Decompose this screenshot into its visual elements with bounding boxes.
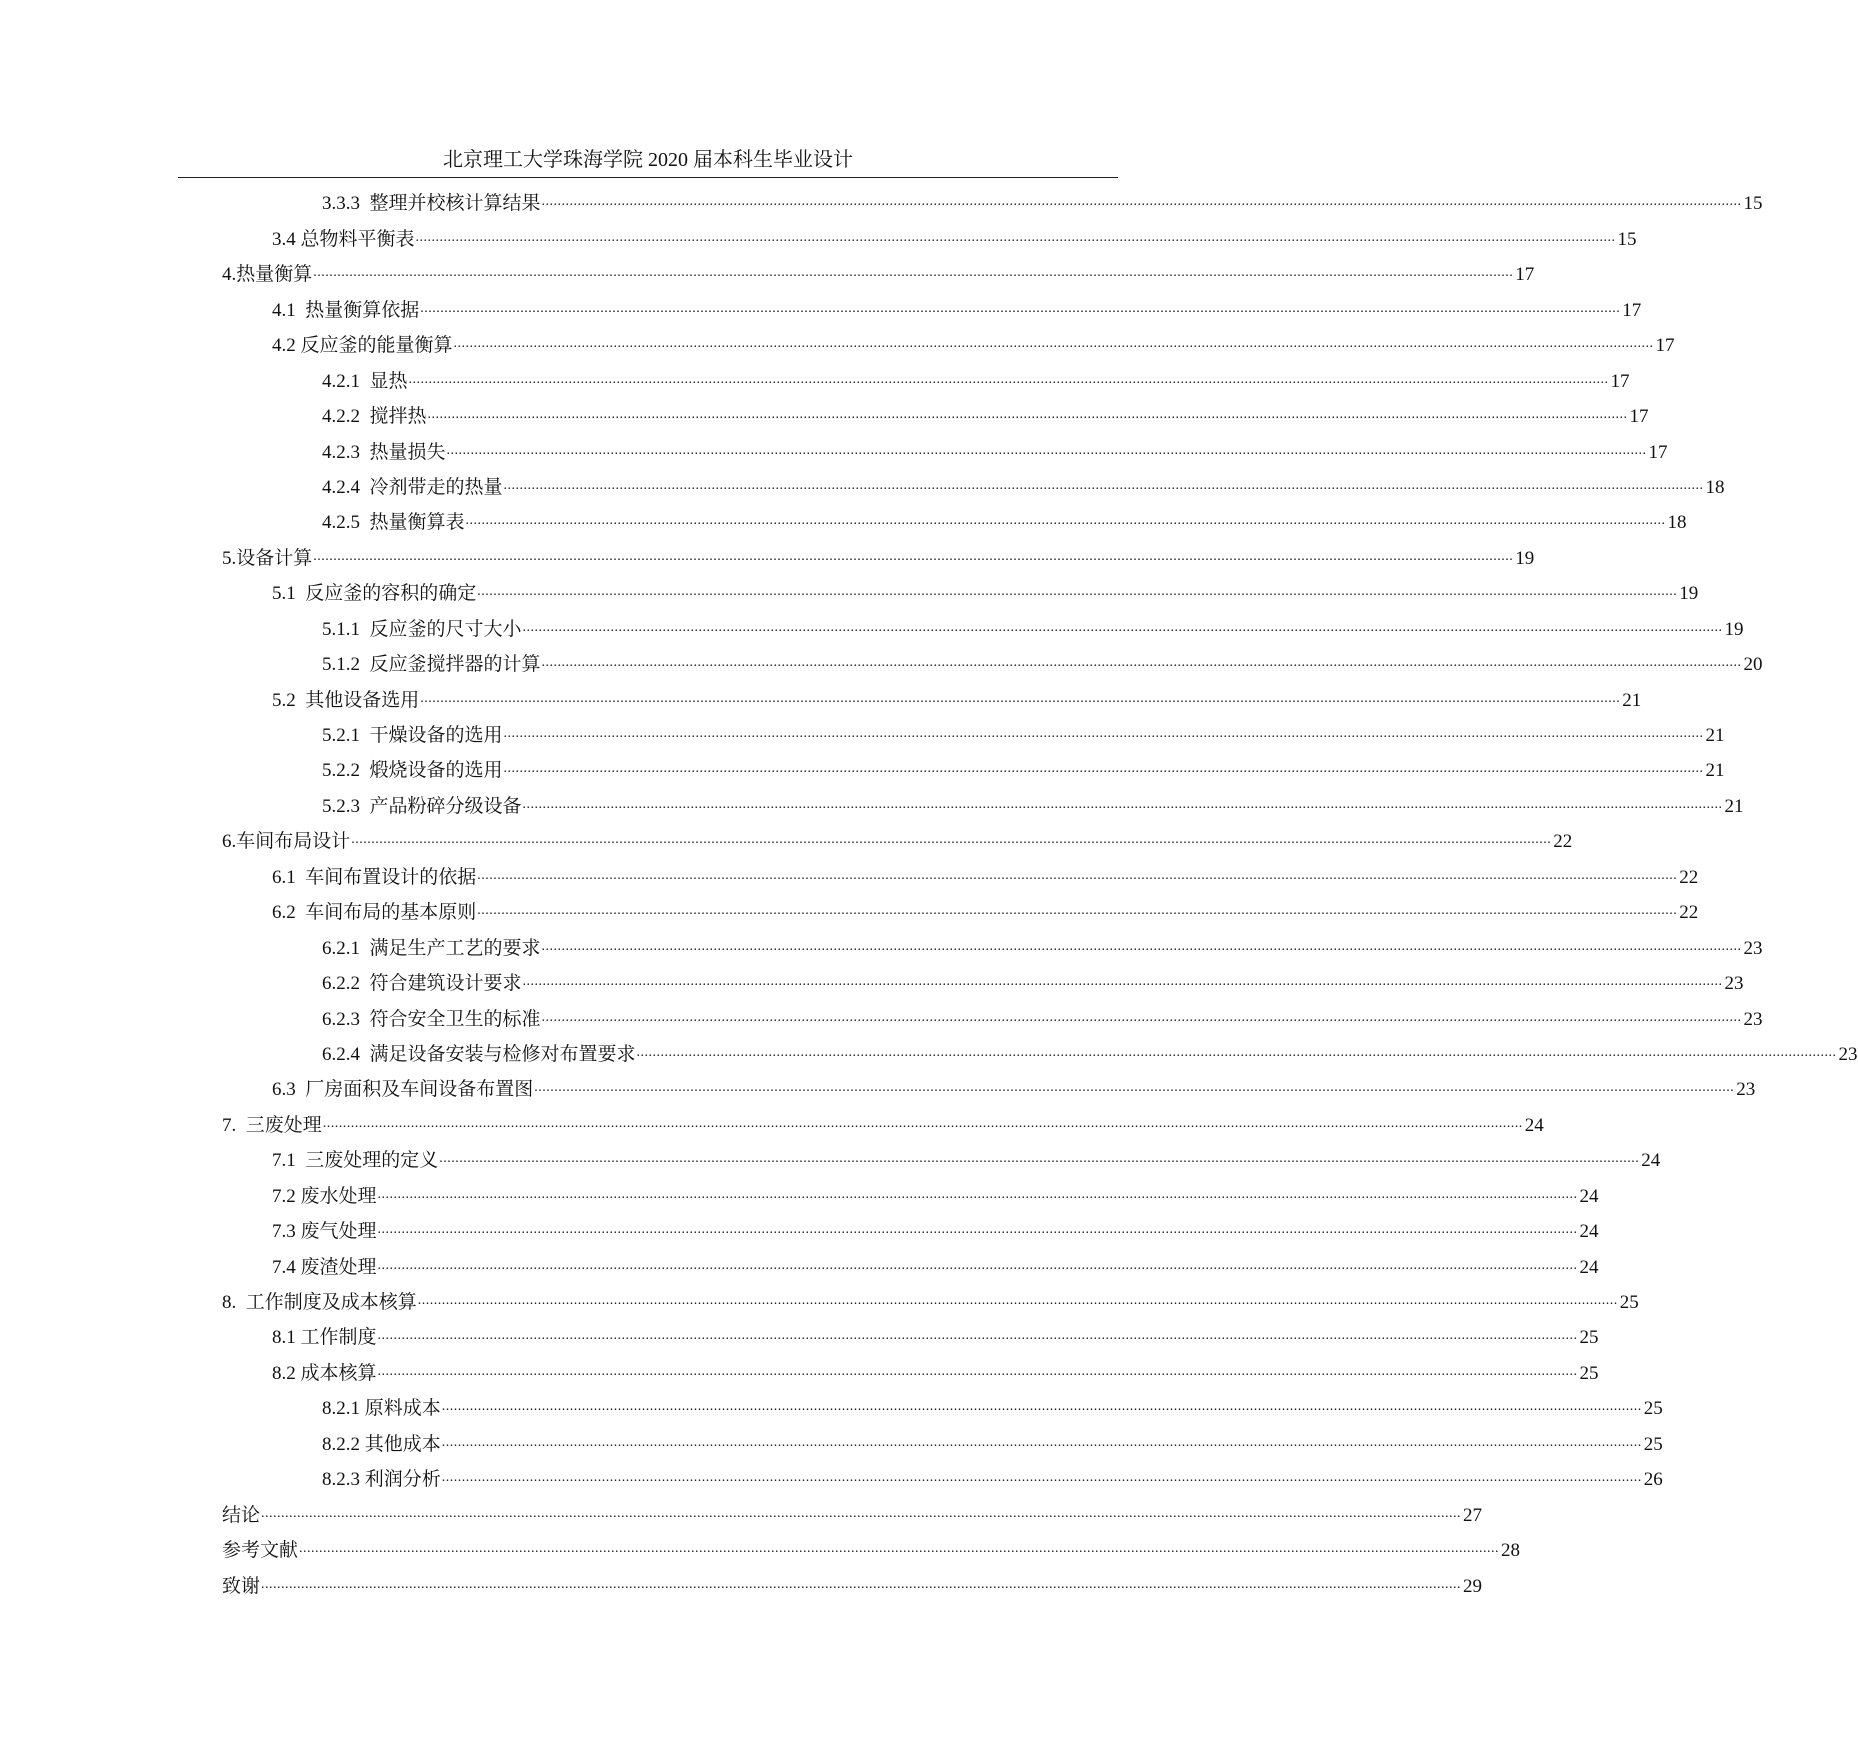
toc-entry-page: 28 — [1501, 1540, 1521, 1562]
toc-entry[interactable] — [222, 1530, 1521, 1565]
toc-entry-page: 22 — [1679, 866, 1699, 888]
dot-leader: ............................................................................................................................................................................................................................................................................................................ — [477, 584, 1678, 600]
dot-leader: ............................................................................................................................................................................................................................................................................................................ — [377, 1257, 1578, 1273]
toc-entry[interactable] — [222, 856, 1699, 891]
dot-leader: ............................................................................................................................................................................................................................................................................................................ — [351, 832, 1552, 848]
dot-leader: ............................................................................................................................................................................................................................................................................................................ — [415, 229, 1616, 245]
toc-entry-label: 8.2.1 原料成本 — [322, 1398, 441, 1420]
toc-entry[interactable] — [222, 998, 1763, 1033]
toc-entry[interactable] — [222, 1211, 1599, 1246]
dot-leader: ............................................................................................................................................................................................................................................................................................................ — [261, 1576, 1462, 1592]
dot-leader: ............................................................................................................................................................................................................................................................................................................ — [541, 194, 1742, 210]
toc-entry-page: 25 — [1643, 1433, 1663, 1455]
toc-entry-label: 4.热量衡算 — [222, 264, 313, 286]
toc-entry[interactable] — [222, 1352, 1599, 1387]
toc-entry-page: 22 — [1553, 831, 1573, 853]
dot-leader: ............................................................................................................................................................................................................................................................................................................ — [503, 761, 1704, 777]
header-rule — [178, 177, 1118, 178]
toc-entry-label: 7.3 废气处理 — [272, 1221, 377, 1243]
toc-entry-page: 17 — [1648, 441, 1668, 463]
toc-entry-label: 8.2.2 其他成本 — [322, 1433, 441, 1455]
toc-entry-label: 5.设备计算 — [222, 547, 313, 569]
toc-entry-label: 5.1 反应釜的容积的确定 — [272, 583, 477, 605]
dot-leader: ............................................................................................................................................................................................................................................................................................................ — [420, 690, 1621, 706]
dot-leader: ............................................................................................................................................................................................................................................................................................................ — [446, 442, 1647, 458]
dot-leader: ............................................................................................................................................................................................................................................................................................................ — [503, 726, 1704, 741]
toc-entry[interactable] — [222, 1246, 1599, 1281]
toc-entry-label: 5.2.3 产品粉碎分级设备 — [322, 795, 522, 817]
toc-entry-label: 5.2.1 干燥设备的选用 — [322, 725, 503, 746]
toc-entry-page: 25 — [1643, 1398, 1663, 1420]
dot-leader: ............................................................................................................................................................................................................................................................................................................ — [636, 1044, 1837, 1060]
toc-entry[interactable] — [222, 502, 1687, 537]
dot-leader: ............................................................................................................................................................................................................................................................................................................ — [377, 1222, 1578, 1238]
toc-entry[interactable] — [222, 608, 1744, 643]
toc-entry-label: 7.4 废渣处理 — [272, 1256, 377, 1278]
toc-entry-page: 19 — [1515, 547, 1535, 569]
toc-entry-label: 5.2 其他设备选用 — [272, 689, 420, 711]
toc-entry[interactable] — [222, 1140, 1661, 1175]
dot-leader: ............................................................................................................................................................................................................................................................................................................ — [322, 1115, 1523, 1131]
toc-entry[interactable] — [222, 1317, 1599, 1352]
toc-entry[interactable] — [222, 1175, 1599, 1210]
dot-leader: ............................................................................................................................................................................................................................................................................................................ — [420, 300, 1621, 316]
toc-entry-page: 21 — [1705, 725, 1725, 746]
toc-entry[interactable] — [222, 218, 1637, 253]
toc-entry-label: 7. 三废处理 — [222, 1114, 322, 1136]
dot-leader: ............................................................................................................................................................................................................................................................................................................ — [261, 1505, 1462, 1521]
toc-entry[interactable] — [222, 715, 1725, 750]
toc-entry-label: 4.2.1 显热 — [322, 370, 408, 392]
toc-entry[interactable] — [222, 431, 1668, 466]
dot-leader: ............................................................................................................................................................................................................................................................................................................ — [377, 1328, 1578, 1344]
toc-entry[interactable] — [222, 1459, 1663, 1494]
dot-leader: ............................................................................................................................................................................................................................................................................................................ — [503, 477, 1704, 493]
toc-entry[interactable] — [222, 360, 1630, 395]
toc-entry-page: 17 — [1622, 299, 1642, 321]
toc-entry-label: 6.车间布局设计 — [222, 831, 351, 853]
dot-leader: ............................................................................................................................................................................................................................................................................................................ — [522, 974, 1723, 990]
toc-entry-label: 4.1 热量衡算依据 — [272, 299, 420, 321]
toc-entry-label: 4.2.2 搅拌热 — [322, 406, 427, 428]
toc-entry[interactable] — [222, 892, 1699, 927]
toc-entry[interactable] — [222, 1034, 1858, 1069]
dot-leader: ............................................................................................................................................................................................................................................................................................................ — [377, 1186, 1578, 1202]
toc-entry-label: 8.2 成本核算 — [272, 1362, 377, 1384]
toc-entry-label: 6.2.3 符合安全卫生的标准 — [322, 1008, 541, 1030]
toc-entry-label: 4.2.4 冷剂带走的热量 — [322, 476, 503, 498]
toc-entry-page: 15 — [1617, 228, 1637, 250]
toc-entry-label: 4.2 反应釜的能量衡算 — [272, 335, 453, 357]
toc-entry-page: 27 — [1463, 1504, 1483, 1526]
toc-entry-page: 25 — [1579, 1327, 1599, 1349]
toc-entry-label: 5.1.2 反应釜搅拌器的计算 — [322, 654, 541, 676]
toc-entry[interactable] — [222, 1282, 1639, 1317]
toc-entry[interactable] — [222, 467, 1725, 502]
toc-entry-page: 25 — [1619, 1292, 1639, 1313]
toc-entry-page: 24 — [1579, 1221, 1599, 1243]
toc-entry-label: 6.2.2 符合建筑设计要求 — [322, 973, 522, 995]
dot-leader: ............................................................................................................................................................................................................................................................................................................ — [453, 336, 1654, 352]
toc-entry-label: 8.2.3 利润分析 — [322, 1469, 441, 1491]
dot-leader: ............................................................................................................................................................................................................................................................................................................ — [541, 938, 1742, 954]
dot-leader: ............................................................................................................................................................................................................................................................................................................ — [408, 371, 1609, 387]
toc-entry-page: 19 — [1724, 618, 1744, 640]
toc-entry-label: 5.2.2 煅烧设备的选用 — [322, 760, 503, 782]
dot-leader: ............................................................................................................................................................................................................................................................................................................ — [417, 1293, 1618, 1308]
dot-leader: ............................................................................................................................................................................................................................................................................................................ — [465, 513, 1666, 529]
toc-entry-label: 6.2.1 满足生产工艺的要求 — [322, 937, 541, 959]
toc-entry-page: 23 — [1724, 973, 1744, 995]
toc-entry-page: 23 — [1743, 937, 1763, 959]
toc-entry[interactable] — [222, 1388, 1663, 1423]
toc-entry[interactable] — [222, 573, 1699, 608]
toc-entry-page: 25 — [1579, 1362, 1599, 1384]
toc-entry-label: 致谢 — [222, 1575, 261, 1597]
toc-entry[interactable] — [222, 1069, 1756, 1104]
dot-leader: ............................................................................................................................................................................................................................................................................................................ — [477, 903, 1678, 919]
toc-entry-page: 23 — [1736, 1079, 1756, 1101]
dot-leader: ............................................................................................................................................................................................................................................................................................................ — [441, 1399, 1642, 1415]
toc-entry-page: 15 — [1743, 193, 1763, 215]
toc-entry-page: 19 — [1679, 583, 1699, 605]
toc-entry-page: 22 — [1679, 902, 1699, 924]
dot-leader: ............................................................................................................................................................................................................................................................................................................ — [441, 1470, 1642, 1486]
toc-entry[interactable] — [222, 927, 1763, 962]
toc-entry-page: 24 — [1579, 1185, 1599, 1207]
toc-entry-label: 8.1 工作制度 — [272, 1327, 377, 1349]
toc-entry-page: 21 — [1622, 689, 1642, 711]
dot-leader: ............................................................................................................................................................................................................................................................................................................ — [522, 796, 1723, 812]
toc-entry-page: 18 — [1705, 476, 1725, 498]
toc-entry-page: 21 — [1724, 795, 1744, 817]
dot-leader: ............................................................................................................................................................................................................................................................................................................ — [427, 407, 1628, 423]
toc-entry[interactable] — [222, 750, 1725, 785]
toc-entry[interactable] — [222, 289, 1642, 324]
toc-entry-page: 17 — [1515, 264, 1535, 286]
dot-leader: ............................................................................................................................................................................................................................................................................................................ — [441, 1434, 1642, 1450]
toc-entry-label: 3.3.3 整理并校核计算结果 — [322, 193, 541, 215]
toc-entry[interactable] — [222, 1494, 1483, 1529]
toc-entry[interactable] — [222, 183, 1763, 218]
toc-entry-label: 7.1 三废处理的定义 — [272, 1150, 439, 1172]
toc-entry-page: 24 — [1524, 1114, 1544, 1136]
toc-entry-page: 26 — [1643, 1469, 1663, 1491]
toc-entry[interactable] — [222, 396, 1649, 431]
page-header-title: 北京理工大学珠海学院 2020 届本科生毕业设计 — [443, 149, 853, 171]
dot-leader: ............................................................................................................................................................................................................................................................................................................ — [377, 1363, 1578, 1379]
toc-entry-label: 3.4 总物料平衡表 — [272, 228, 415, 250]
toc-entry-page: 24 — [1579, 1256, 1599, 1278]
toc-entry-page: 24 — [1641, 1150, 1661, 1172]
toc-entry-label: 4.2.3 热量损失 — [322, 441, 446, 463]
toc-entry[interactable] — [222, 785, 1744, 820]
toc-entry-page: 29 — [1463, 1575, 1483, 1597]
dot-leader: ............................................................................................................................................................................................................................................................................................................ — [313, 548, 1514, 564]
toc-entry-label: 6.1 车间布置设计的依据 — [272, 866, 477, 888]
dot-leader: ............................................................................................................................................................................................................................................................................................................ — [541, 1009, 1742, 1025]
toc-entry-label: 4.2.5 热量衡算表 — [322, 512, 465, 534]
toc-entry-page: 23 — [1838, 1043, 1858, 1065]
dot-leader: ............................................................................................................................................................................................................................................................................................................ — [541, 655, 1742, 671]
toc-entry-label: 6.2.4 满足设备安装与检修对布置要求 — [322, 1043, 636, 1065]
toc-entry-page: 23 — [1743, 1008, 1763, 1030]
dot-leader: ............................................................................................................................................................................................................................................................................................................ — [522, 619, 1723, 635]
toc-entry[interactable] — [222, 1423, 1663, 1458]
toc-entry-page: 18 — [1667, 512, 1687, 534]
toc-entry-label: 6.3 厂房面积及车间设备布置图 — [272, 1079, 534, 1101]
toc-entry[interactable] — [222, 537, 1535, 572]
dot-leader: ............................................................................................................................................................................................................................................................................................................ — [477, 867, 1678, 883]
toc-entry[interactable] — [222, 1104, 1544, 1139]
toc-entry[interactable] — [222, 254, 1535, 289]
toc-entry-page: 21 — [1705, 760, 1725, 782]
toc-entry-label: 7.2 废水处理 — [272, 1185, 377, 1207]
toc-entry[interactable] — [222, 963, 1744, 998]
toc-entry-label: 结论 — [222, 1504, 261, 1526]
dot-leader: ............................................................................................................................................................................................................................................................................................................ — [534, 1080, 1735, 1096]
toc-entry[interactable] — [222, 325, 1675, 360]
toc-entry-label: 8. 工作制度及成本核算 — [222, 1292, 417, 1313]
dot-leader: ............................................................................................................................................................................................................................................................................................................ — [313, 265, 1514, 281]
toc-entry[interactable] — [222, 1565, 1483, 1600]
toc-entry-label: 5.1.1 反应釜的尺寸大小 — [322, 618, 522, 640]
toc-entry-page: 17 — [1629, 406, 1649, 428]
toc-entry[interactable] — [222, 821, 1573, 856]
toc-entry-label: 参考文献 — [222, 1540, 299, 1562]
toc-entry-label: 6.2 车间布局的基本原则 — [272, 902, 477, 924]
toc-entry-page: 17 — [1655, 335, 1675, 357]
toc-entry[interactable] — [222, 679, 1642, 714]
toc-entry-page: 20 — [1743, 654, 1763, 676]
dot-leader: ............................................................................................................................................................................................................................................................................................................ — [439, 1151, 1640, 1167]
table-of-contents — [222, 183, 1858, 1601]
toc-entry-page: 17 — [1610, 370, 1630, 392]
dot-leader: ............................................................................................................................................................................................................................................................................................................ — [299, 1541, 1500, 1557]
toc-entry[interactable] — [222, 644, 1763, 679]
